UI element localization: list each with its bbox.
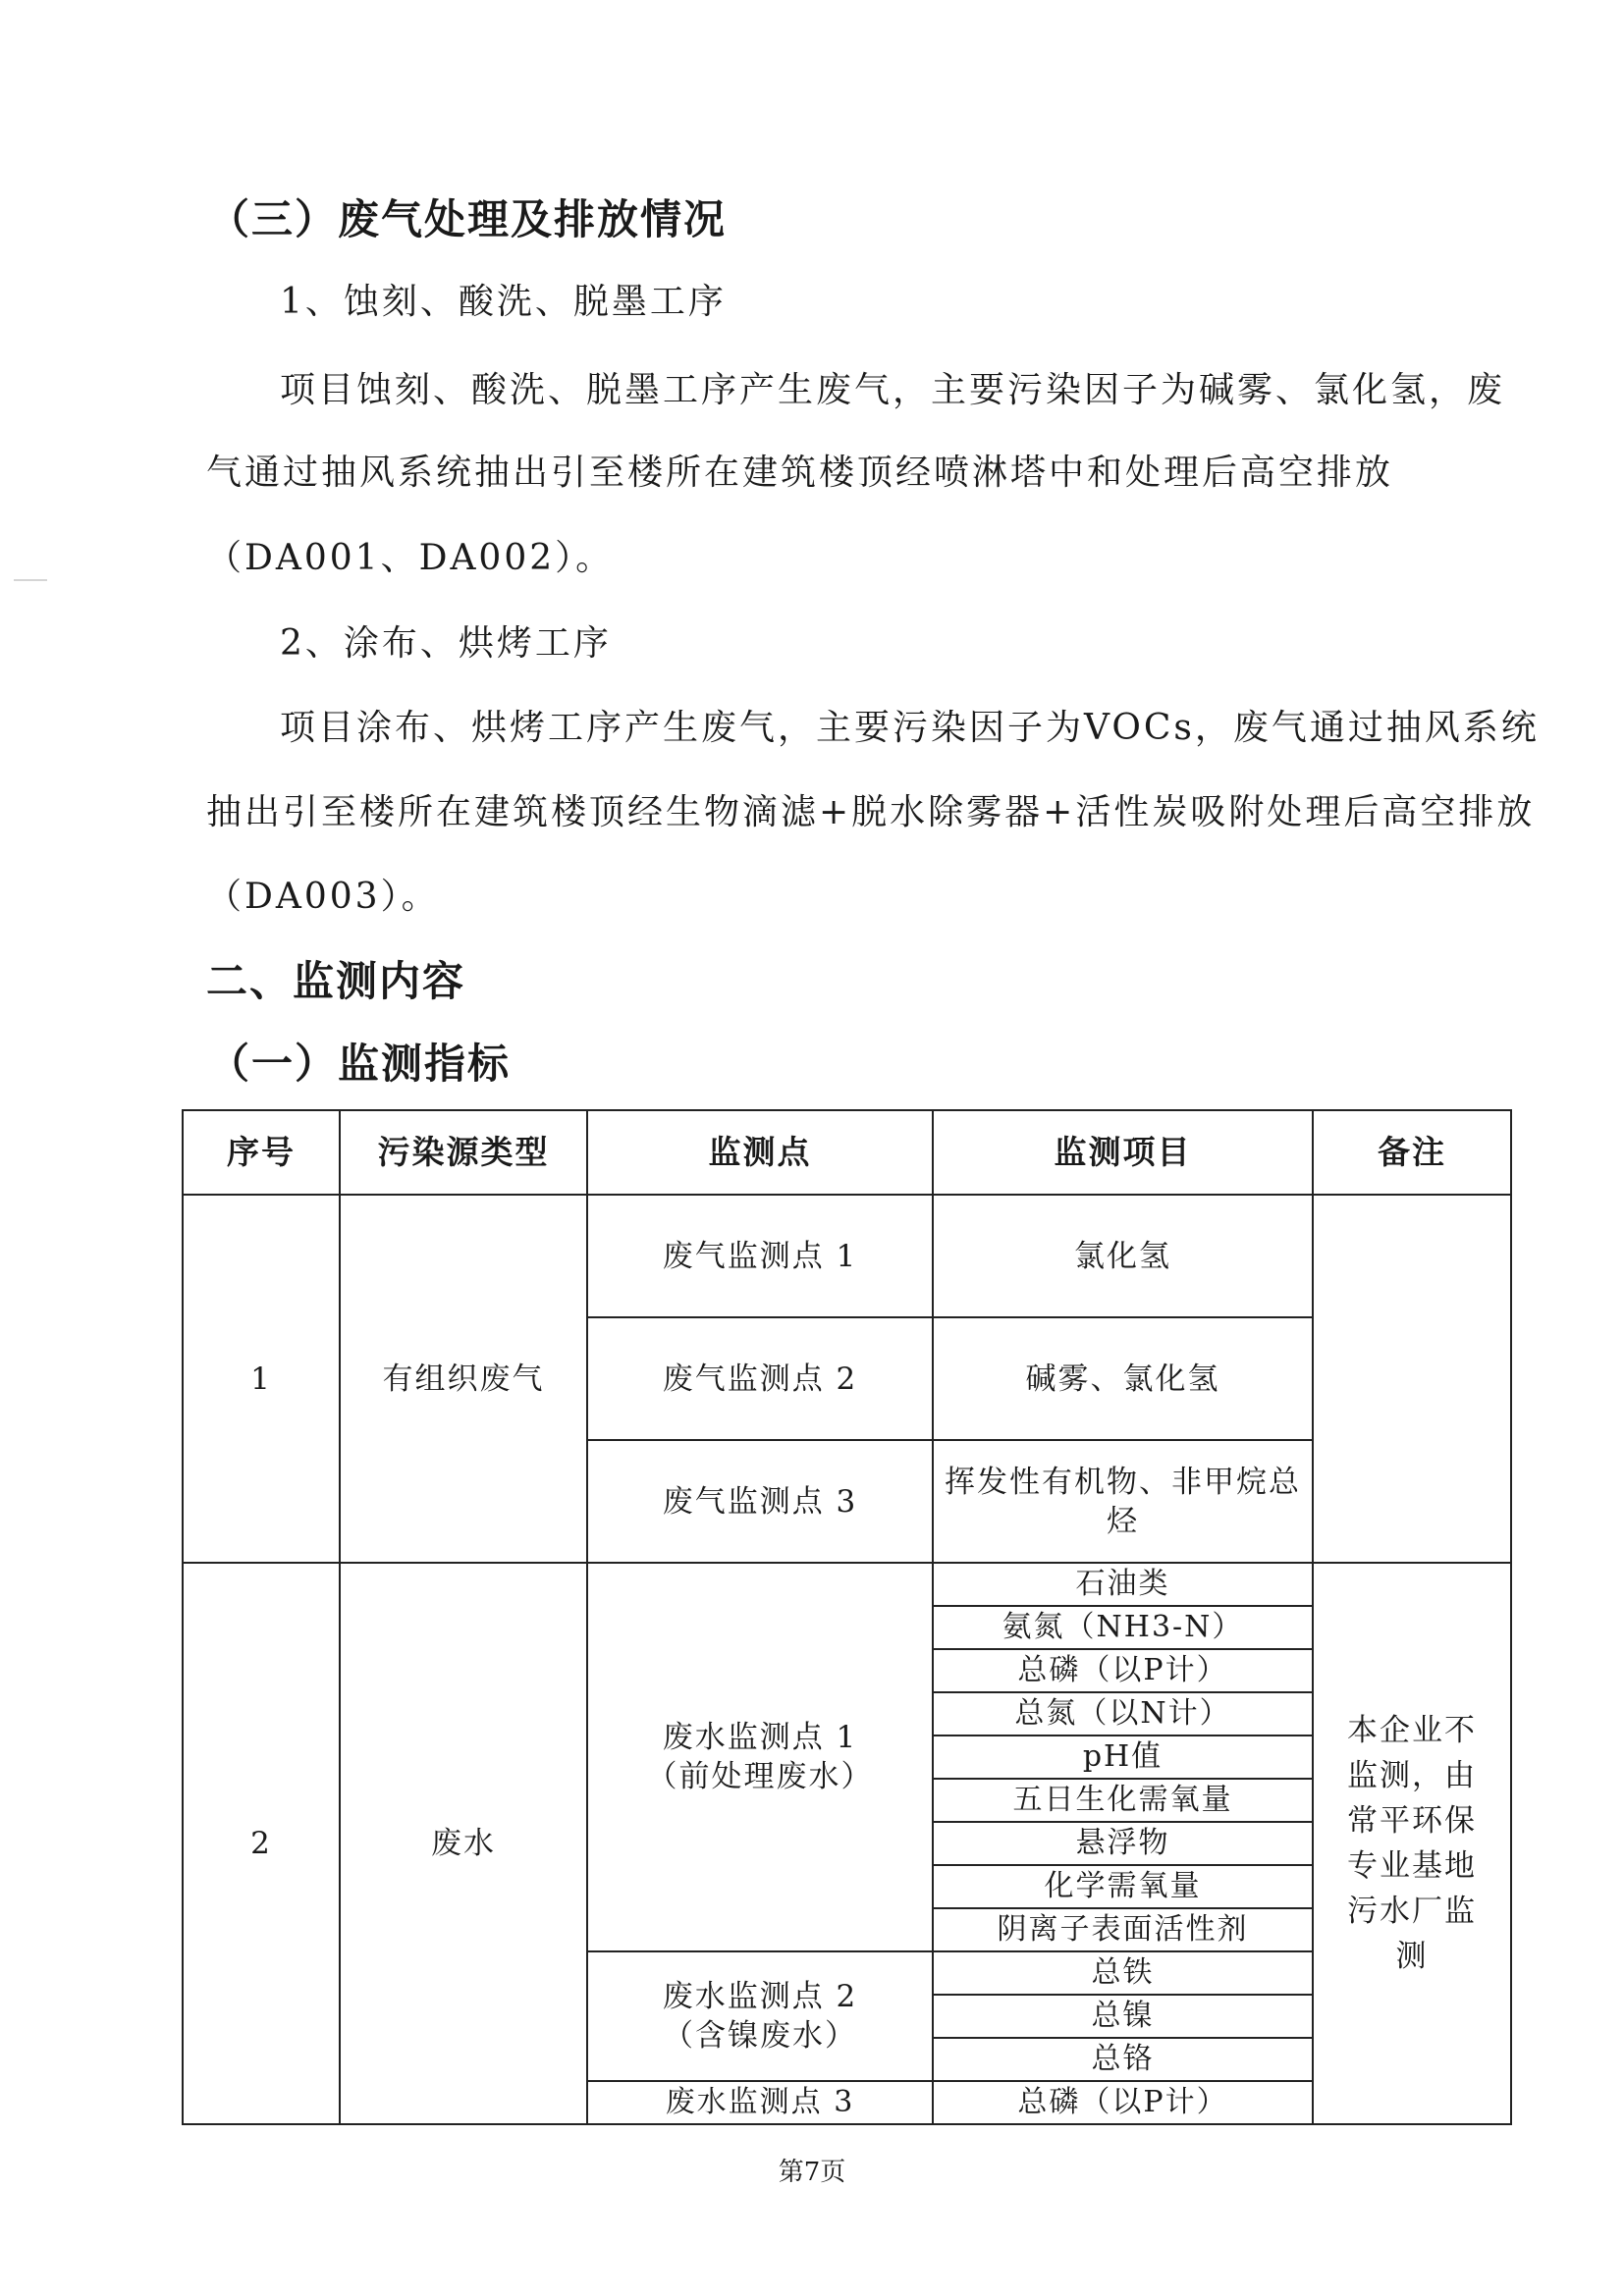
monitoring-point: 废气监测点 3 [587,1440,933,1563]
monitoring-point: 废水监测点 3 [587,2081,933,2124]
monitoring-item: 总氮（以N计） [933,1692,1313,1735]
monitoring-item: 挥发性有机物、非甲烷总烃 [933,1440,1313,1563]
monitoring-item: 总镍 [933,1995,1313,2038]
subsection-heading-indicators: （一）监测指标 [208,1040,512,1088]
header-cell: 序号 [183,1110,340,1195]
monitoring-item: 氯化氢 [933,1195,1313,1317]
monitoring-item: 五日生化需氧量 [933,1779,1313,1822]
section-heading-monitoring: 二、监测内容 [206,957,466,1005]
table-row [183,1563,1511,1606]
monitoring-item: pH值 [933,1735,1313,1779]
monitoring-item: 悬浮物 [933,1822,1313,1865]
monitoring-point: 废气监测点 2 [587,1317,933,1440]
row-number: 1 [183,1195,340,1563]
header-cell: 污染源类型 [340,1110,587,1195]
paragraph-line: 项目涂布、烘烤工序产生废气，主要污染因子为VOCs，废气通过抽风系统 [280,708,1540,748]
monitoring-item: 阴离子表面活性剂 [933,1908,1313,1951]
monitoring-item: 氨氮（NH3-N） [933,1606,1313,1649]
paragraph-line: （DA001、DA002）。 [206,538,615,578]
monitoring-item: 化学需氧量 [933,1865,1313,1908]
monitoring-point: 废气监测点 1 [587,1195,933,1317]
remark-cell [1313,1195,1511,1563]
monitoring-item: 石油类 [933,1563,1313,1606]
monitoring-item: 总铬 [933,2038,1313,2081]
scan-mark [14,579,47,581]
paragraph-line: 项目蚀刻、酸洗、脱墨工序产生废气，主要污染因子为碱雾、氯化氢，废 [280,370,1506,410]
monitoring-point: 废水监测点 2 （含镍废水） [587,1951,933,2081]
header-cell: 监测点 [587,1110,933,1195]
monitoring-item: 总铁 [933,1951,1313,1995]
source-type: 有组织废气 [340,1195,587,1563]
monitoring-item: 总磷（以P计） [933,1649,1313,1692]
monitoring-item: 碱雾、氯化氢 [933,1317,1313,1440]
subheading-coating: 2、涂布、烘烤工序 [280,623,612,664]
page-number: 第7页 [778,2158,846,2187]
table-header-row [183,1110,1511,1195]
header-cell: 监测项目 [933,1110,1313,1195]
subheading-etching: 1、蚀刻、酸洗、脱墨工序 [280,282,727,322]
header-cell: 备注 [1313,1110,1511,1195]
monitoring-point: 废水监测点 1 （前处理废水） [587,1563,933,1951]
monitoring-table [182,1109,1512,2125]
table-row [183,1195,1511,1317]
row-number: 2 [183,1563,340,2124]
paragraph-line: 气通过抽风系统抽出引至楼所在建筑楼顶经喷淋塔中和处理后高空排放 [206,453,1394,493]
section-heading-exhaust: （三）废气处理及排放情况 [208,195,728,243]
paragraph-line: （DA003）。 [206,877,440,917]
remark-cell: 本企业不监测，由常平环保专业基地污水厂监测 [1313,1563,1511,2124]
source-type: 废水 [340,1563,587,2124]
monitoring-item: 总磷（以P计） [933,2081,1313,2124]
paragraph-line: 抽出引至楼所在建筑楼顶经生物滴滤+脱水除雾器+活性炭吸附处理后高空排放 [206,792,1536,832]
